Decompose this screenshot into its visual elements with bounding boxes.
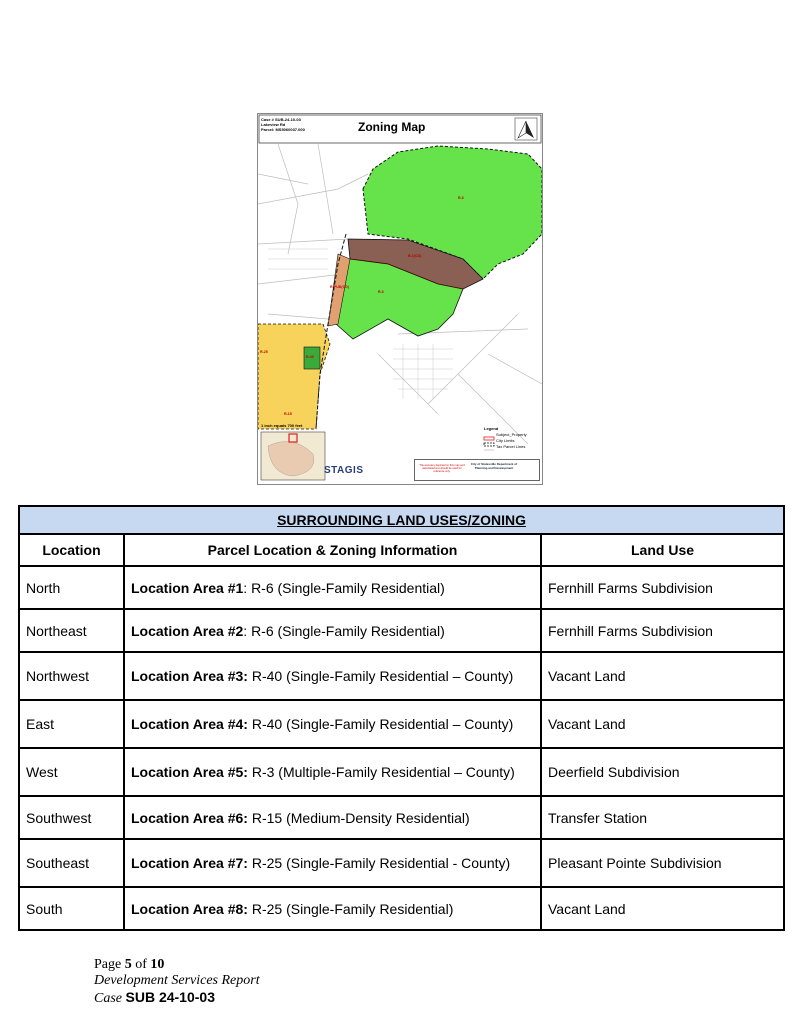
table-row	[19, 566, 784, 609]
row-zoning: Location Area #6: R-15 (Medium-Density Residential)	[124, 796, 541, 839]
table-row	[19, 700, 784, 748]
zone-label-planned: B-1(CD)	[408, 254, 422, 258]
row-land-use: Pleasant Pointe Subdivision	[541, 839, 784, 887]
row-land-use: Deerfield Subdivision	[541, 748, 784, 796]
surrounding-land-uses-table	[18, 505, 785, 931]
table-row	[19, 652, 784, 700]
map-disclaimer: The accuracy depicted on this map and associated text should be used for reference only.	[419, 464, 465, 473]
row-zoning: Location Area #8: R-25 (Single-Family Residential)	[124, 887, 541, 930]
zone-county	[258, 324, 330, 429]
row-zoning: Location Area #2: R-6 (Single-Family Residential)	[124, 609, 541, 652]
zone-label-r15: R-15	[284, 412, 292, 416]
zone-label-lot: R-PUD(CD)	[330, 285, 349, 289]
row-zoning: Location Area #7: R-25 (Single-Family Residential - County)	[124, 839, 541, 887]
row-land-use: Fernhill Farms Subdivision	[541, 566, 784, 609]
row-location: Southwest	[19, 796, 124, 839]
row-location: North	[19, 566, 124, 609]
row-zoning: Location Area #5: R-3 (Multiple-Family Residential – County)	[124, 748, 541, 796]
row-land-use: Vacant Land	[541, 652, 784, 700]
map-title: Zoning Map	[358, 120, 426, 134]
table-row	[19, 748, 784, 796]
zoning-map	[257, 113, 543, 485]
row-zoning: Location Area #1: R-6 (Single-Family Residential)	[124, 566, 541, 609]
header-land-use: Land Use	[541, 534, 784, 566]
row-zoning: Location Area #3: R-40 (Single-Family Residential – County)	[124, 652, 541, 700]
row-location: Northwest	[19, 652, 124, 700]
header-location: Location	[19, 534, 124, 566]
page-footer	[94, 957, 260, 1007]
row-location: Northeast	[19, 609, 124, 652]
zone-label-r40: R-40	[306, 355, 314, 359]
page-number: Page 5 of 10	[94, 957, 165, 972]
zone-label-r25: R-25	[260, 350, 268, 354]
map-case-info: Case # SUB-24-10-03 Lakeview Rd Parcel: MS5060037.000	[261, 117, 305, 132]
map-agency: City of Statesville Department of Planning and Development	[470, 462, 518, 470]
north-arrow-icon	[515, 118, 537, 140]
table-row	[19, 887, 784, 930]
row-land-use: Vacant Land	[541, 887, 784, 930]
report-title: Development Services Report	[94, 973, 260, 988]
row-land-use: Vacant Land	[541, 700, 784, 748]
zone-label-r6-north: R-6	[458, 196, 464, 200]
table-row	[19, 796, 784, 839]
legend-item: Tax Parcel Lines	[496, 444, 526, 449]
stagis-logo: STAGIS	[324, 465, 364, 476]
table-row	[19, 839, 784, 887]
map-legend: Legend Subject_Property City Limits Tax Parcel Lines	[484, 426, 527, 449]
row-location: Southeast	[19, 839, 124, 887]
zone-label-r6-mid: R-6	[378, 290, 384, 294]
locator-map	[261, 432, 325, 480]
legend-item: Subject_Property	[496, 432, 527, 437]
header-zoning-info: Parcel Location & Zoning Information	[124, 534, 541, 566]
table-banner: SURROUNDING LAND USES/ZONING	[19, 506, 784, 534]
map-disclaimer-box	[414, 459, 540, 481]
row-zoning: Location Area #4: R-40 (Single-Family Residential – County)	[124, 700, 541, 748]
map-scale: 1 inch equals 700 feet	[261, 423, 303, 428]
case-reference: Case SUB 24-10-03	[94, 989, 215, 1006]
row-location: South	[19, 887, 124, 930]
row-land-use: Transfer Station	[541, 796, 784, 839]
row-location: West	[19, 748, 124, 796]
table-row	[19, 609, 784, 652]
legend-item: City Limits	[496, 438, 515, 443]
row-location: East	[19, 700, 124, 748]
row-land-use: Fernhill Farms Subdivision	[541, 609, 784, 652]
